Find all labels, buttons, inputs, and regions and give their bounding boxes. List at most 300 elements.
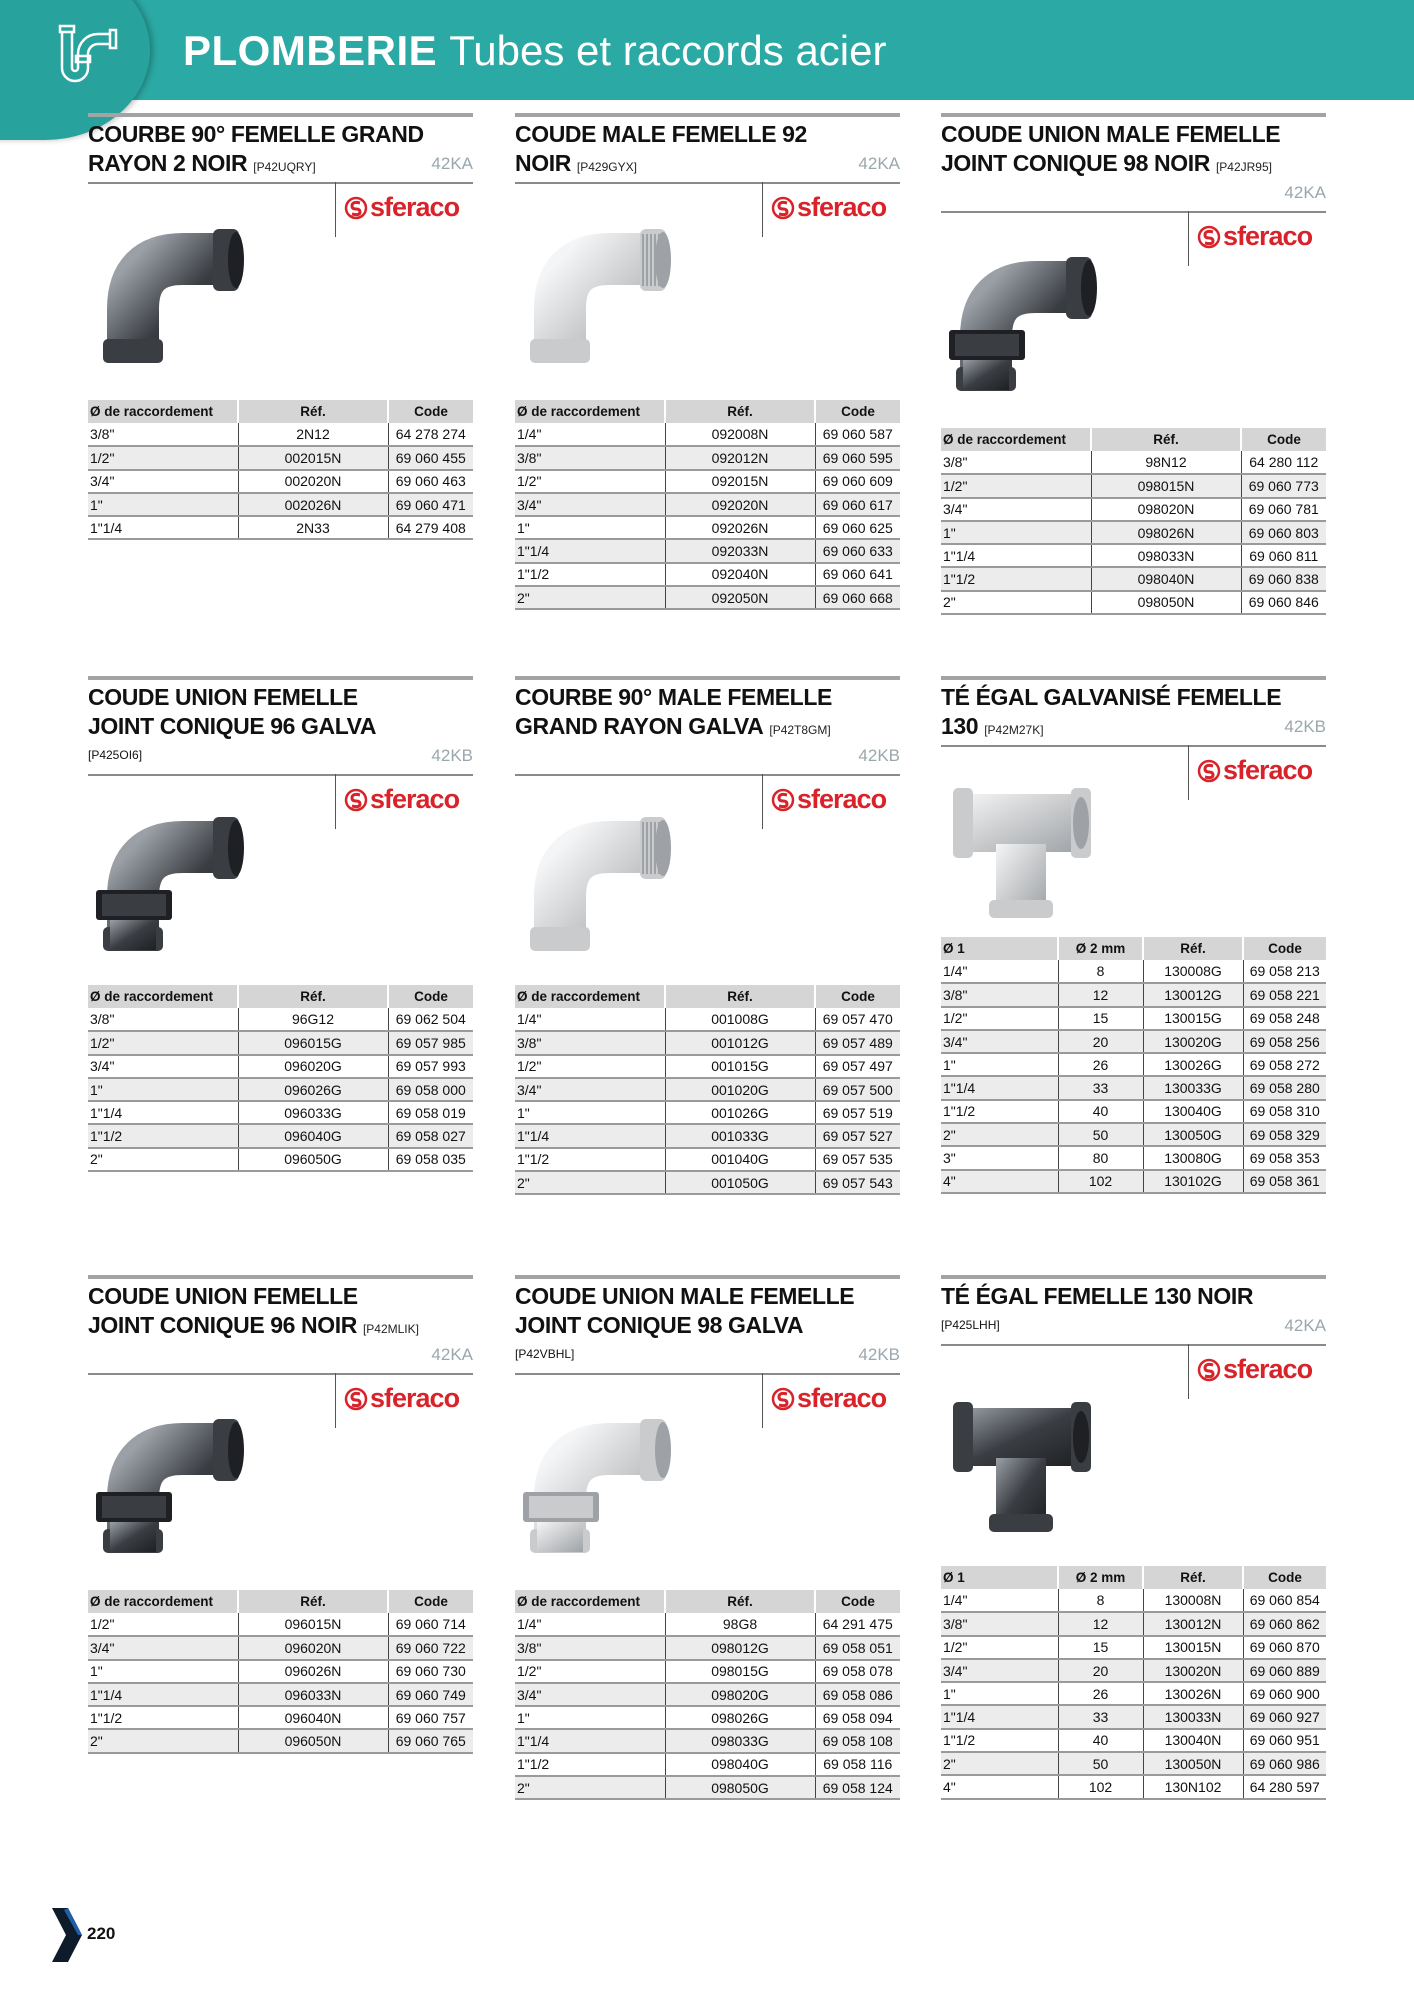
table-row [88, 1613, 473, 1636]
product-ref: [P42M27K] [984, 723, 1044, 737]
table-cell: 69 060 927 [1243, 1705, 1326, 1728]
table-cell: 130033N [1143, 1705, 1243, 1728]
table-cell: 69 060 811 [1241, 544, 1326, 567]
product-title-line [515, 1282, 854, 1311]
table-cell: 002015N [238, 446, 388, 469]
header-rule [515, 774, 900, 776]
column-header: Ø 1 [941, 937, 1058, 960]
table-cell: 69 060 463 [388, 470, 473, 493]
product-image [515, 214, 695, 374]
table-cell: 1/2" [941, 1636, 1058, 1659]
product-card [941, 1275, 1326, 1835]
table-cell: 15 [1058, 1007, 1143, 1030]
table-row [941, 1612, 1326, 1635]
table-cell: 64 280 597 [1243, 1775, 1326, 1798]
table-cell: 1"1/2 [515, 1753, 665, 1776]
sferaco-logo-icon [1197, 759, 1221, 783]
table-cell: 130N102 [1143, 1775, 1243, 1798]
table-cell: 1/4" [515, 423, 665, 446]
table-cell: 69 060 641 [815, 563, 900, 586]
table-row [515, 586, 900, 609]
table-cell: 69 057 470 [815, 1008, 900, 1031]
table-cell: 098015G [665, 1660, 815, 1683]
table-cell: 1"1/4 [88, 1101, 238, 1124]
product-image [88, 1404, 268, 1564]
table-cell: 3/8" [515, 446, 665, 469]
table-cell: 3/8" [515, 1636, 665, 1659]
table-cell: 2" [88, 1148, 238, 1171]
table-cell: 1/4" [515, 1613, 665, 1636]
table-row [941, 983, 1326, 1006]
column-header: Réf. [1143, 1566, 1243, 1589]
product-ref: [P42UQRY] [253, 160, 316, 174]
product-title: JOINT CONIQUE 96 NOIR [88, 1312, 357, 1338]
logo-divider [335, 1373, 336, 1428]
table-cell: 130020G [1143, 1030, 1243, 1053]
product-title: TÉ ÉGAL FEMELLE 130 NOIR [941, 1283, 1254, 1309]
table-cell: 096015G [238, 1031, 388, 1054]
product-title: RAYON 2 NOIR [88, 150, 248, 176]
table-cell: 26 [1058, 1682, 1143, 1705]
header-rule [88, 1373, 473, 1375]
product-title-line [515, 1311, 803, 1340]
table-row [88, 1055, 473, 1078]
card-top-bar [515, 676, 900, 680]
table-cell: 098050G [665, 1776, 815, 1799]
column-header: Code [388, 985, 473, 1008]
table-row [515, 1124, 900, 1147]
table-cell: 69 058 329 [1243, 1123, 1326, 1146]
table-cell: 096033G [238, 1101, 388, 1124]
section-name: PLOMBERIE [183, 27, 438, 74]
table-cell: 69 058 078 [815, 1660, 900, 1683]
product-title-line [941, 149, 1272, 178]
table-cell: 69 060 900 [1243, 1682, 1326, 1705]
brand-logo [771, 192, 886, 223]
logo-divider [1188, 745, 1189, 800]
table-row [515, 1078, 900, 1101]
table-cell: 3/4" [941, 498, 1091, 521]
table-cell: 130008N [1143, 1589, 1243, 1612]
table-cell: 69 058 108 [815, 1729, 900, 1752]
table-row [88, 423, 473, 446]
column-header: Code [1243, 1566, 1326, 1589]
table-cell: 001050G [665, 1171, 815, 1194]
table-cell: 69 058 051 [815, 1636, 900, 1659]
table-cell: 69 060 838 [1241, 567, 1326, 590]
table-cell: 69 058 361 [1243, 1170, 1326, 1193]
table-cell: 69 060 854 [1243, 1589, 1326, 1612]
card-top-bar [88, 676, 473, 680]
brand-logo [771, 784, 886, 815]
table-cell: 1" [515, 1101, 665, 1124]
brand-name: sferaco [1223, 755, 1313, 785]
header-rule [88, 774, 473, 776]
table-row [88, 516, 473, 539]
table-row [515, 1613, 900, 1636]
table-cell: 20 [1058, 1030, 1143, 1053]
sferaco-logo-icon [344, 196, 368, 220]
brand-name: sferaco [370, 192, 460, 222]
table-header-row [515, 1590, 900, 1613]
table-row [88, 1729, 473, 1752]
product-image [941, 764, 1121, 924]
table-cell: 1" [941, 521, 1091, 544]
table-row [941, 1123, 1326, 1146]
table-row [515, 1660, 900, 1683]
column-header: Code [815, 400, 900, 423]
product-card [515, 113, 900, 673]
table-row [941, 1053, 1326, 1076]
table-row [941, 1659, 1326, 1682]
table-cell: 096026N [238, 1660, 388, 1683]
sferaco-logo-icon [771, 788, 795, 812]
brand-logo [1197, 1354, 1312, 1385]
product-title-line [941, 1282, 1253, 1311]
table-row [515, 1171, 900, 1194]
product-title: COURBE 90° FEMELLE GRAND [88, 121, 424, 147]
table-cell: 69 058 221 [1243, 983, 1326, 1006]
table-cell: 69 057 497 [815, 1055, 900, 1078]
table-cell: 3/4" [941, 1659, 1058, 1682]
product-title-line [515, 149, 637, 178]
table-cell: 69 060 757 [388, 1706, 473, 1729]
table-cell: 1"1/4 [941, 1705, 1058, 1728]
product-table [941, 1566, 1326, 1800]
table-cell: 3/4" [515, 1078, 665, 1101]
product-image [941, 1378, 1121, 1538]
column-header: Réf. [238, 400, 388, 423]
table-cell: 092015N [665, 470, 815, 493]
table-cell: 1/2" [941, 474, 1091, 497]
card-top-bar [88, 113, 473, 117]
product-title-line [515, 683, 832, 712]
table-cell: 098033N [1091, 544, 1241, 567]
column-header: Code [815, 985, 900, 1008]
table-row [941, 1100, 1326, 1123]
table-cell: 69 060 714 [388, 1613, 473, 1636]
sferaco-logo-icon [771, 1387, 795, 1411]
table-row [941, 1007, 1326, 1030]
table-cell: 098020G [665, 1683, 815, 1706]
table-cell: 3/4" [515, 1683, 665, 1706]
class-code: 42KB [1284, 717, 1326, 736]
class-code: 42KA [431, 1345, 473, 1364]
table-cell: 20 [1058, 1659, 1143, 1682]
table-row [515, 493, 900, 516]
table-cell: 69 058 086 [815, 1683, 900, 1706]
product-table [88, 400, 473, 540]
table-cell: 69 060 889 [1243, 1659, 1326, 1682]
table-cell: 69 060 870 [1243, 1636, 1326, 1659]
table-cell: 69 058 000 [388, 1078, 473, 1101]
product-image [941, 242, 1121, 402]
table-cell: 12 [1058, 1612, 1143, 1635]
table-cell: 69 057 535 [815, 1148, 900, 1171]
table-cell: 1"1/4 [88, 1683, 238, 1706]
table-cell: 130102G [1143, 1170, 1243, 1193]
table-row [941, 591, 1326, 614]
product-title: COUDE UNION FEMELLE [88, 1283, 358, 1309]
product-card [941, 113, 1326, 673]
table-cell: 130040N [1143, 1729, 1243, 1752]
table-cell: 092008N [665, 423, 815, 446]
table-cell: 1"1/4 [88, 516, 238, 539]
product-image [515, 1404, 695, 1564]
table-row [941, 1146, 1326, 1169]
table-cell: 2" [941, 1752, 1058, 1775]
column-header: Ø de raccordement [515, 985, 665, 1008]
product-table [941, 937, 1326, 1194]
table-cell: 3/8" [941, 1612, 1058, 1635]
table-cell: 1/2" [515, 470, 665, 493]
table-cell: 1"1/2 [941, 1729, 1058, 1752]
product-image [88, 802, 268, 962]
header-rule [515, 182, 900, 184]
product-ref: [P42MLIK] [362, 1322, 419, 1336]
table-cell: 102 [1058, 1170, 1143, 1193]
table-row [88, 446, 473, 469]
table-row [515, 1729, 900, 1752]
table-cell: 002026N [238, 493, 388, 516]
product-title-line [941, 712, 1044, 741]
product-card [88, 676, 473, 1236]
table-cell: 130012N [1143, 1612, 1243, 1635]
class-code: 42KA [1284, 1316, 1326, 1335]
brand-name: sferaco [1223, 1354, 1313, 1384]
card-top-bar [941, 1275, 1326, 1279]
table-cell: 1" [515, 1706, 665, 1729]
table-cell: 69 057 543 [815, 1171, 900, 1194]
header-rule [941, 1344, 1326, 1346]
product-title-line [515, 120, 807, 149]
column-header: Code [1243, 937, 1326, 960]
table-cell: 69 057 527 [815, 1124, 900, 1147]
table-cell: 102 [1058, 1775, 1143, 1798]
table-cell: 69 060 986 [1243, 1752, 1326, 1775]
table-cell: 3/8" [941, 983, 1058, 1006]
brand-logo [771, 1383, 886, 1414]
table-cell: 130040G [1143, 1100, 1243, 1123]
table-cell: 3/4" [515, 493, 665, 516]
column-header: Réf. [665, 1590, 815, 1613]
table-cell: 1"1/2 [88, 1124, 238, 1147]
product-table [515, 985, 900, 1195]
table-cell: 4" [941, 1775, 1058, 1798]
column-header: Ø de raccordement [941, 428, 1091, 451]
brand-name: sferaco [797, 1383, 887, 1413]
table-header-row [88, 985, 473, 1008]
table-cell: 69 058 280 [1243, 1076, 1326, 1099]
table-cell: 3/4" [941, 1030, 1058, 1053]
card-top-bar [515, 113, 900, 117]
table-cell: 1/2" [88, 1613, 238, 1636]
table-cell: 33 [1058, 1076, 1143, 1099]
table-row [88, 1124, 473, 1147]
table-row [515, 1055, 900, 1078]
table-cell: 1"1/4 [941, 544, 1091, 567]
table-cell: 1"1/2 [515, 1148, 665, 1171]
class-code: 42KA [1284, 183, 1326, 202]
brand-name: sferaco [797, 192, 887, 222]
table-cell: 098015N [1091, 474, 1241, 497]
table-cell: 001020G [665, 1078, 815, 1101]
table-cell: 3/4" [88, 470, 238, 493]
table-cell: 2N33 [238, 516, 388, 539]
table-cell: 096026G [238, 1078, 388, 1101]
table-cell: 80 [1058, 1146, 1143, 1169]
header-rule [515, 1373, 900, 1375]
table-cell: 64 279 408 [388, 516, 473, 539]
table-cell: 1/2" [941, 1007, 1058, 1030]
table-cell: 69 060 862 [1243, 1612, 1326, 1635]
table-cell: 1"1/4 [941, 1076, 1058, 1099]
class-code: 42KB [858, 746, 900, 765]
page-number: 220 [87, 1924, 116, 1943]
table-row [88, 1008, 473, 1031]
table-row [941, 960, 1326, 983]
table-cell: 40 [1058, 1100, 1143, 1123]
table-cell: 69 058 256 [1243, 1030, 1326, 1053]
table-row [515, 446, 900, 469]
column-header: Ø de raccordement [515, 1590, 665, 1613]
product-card [941, 676, 1326, 1236]
table-row [941, 451, 1326, 474]
table-cell: 69 058 310 [1243, 1100, 1326, 1123]
table-row [515, 1148, 900, 1171]
table-row [941, 1589, 1326, 1612]
brand-name: sferaco [797, 784, 887, 814]
table-cell: 096033N [238, 1683, 388, 1706]
table-cell: 69 060 722 [388, 1636, 473, 1659]
table-row [515, 423, 900, 446]
table-cell: 1/4" [515, 1008, 665, 1031]
table-cell: 69 060 749 [388, 1683, 473, 1706]
section-subtitle: Tubes et raccords acier [449, 27, 887, 74]
product-title-line [88, 712, 376, 741]
logo-divider [1188, 1344, 1189, 1399]
table-cell: 2" [941, 591, 1091, 614]
product-title: COUDE UNION FEMELLE [88, 684, 358, 710]
table-cell: 1" [515, 516, 665, 539]
table-header-row [88, 400, 473, 423]
table-row [941, 1682, 1326, 1705]
table-cell: 130026N [1143, 1682, 1243, 1705]
brand-logo [344, 1383, 459, 1414]
table-cell: 2" [515, 586, 665, 609]
table-cell: 3/8" [941, 451, 1091, 474]
column-header: Ø 2 mm [1058, 1566, 1143, 1589]
product-title: TÉ ÉGAL GALVANISÉ FEMELLE [941, 684, 1282, 710]
brand-name: sferaco [1223, 221, 1313, 251]
table-cell: 15 [1058, 1636, 1143, 1659]
product-title: COUDE UNION MALE FEMELLE [515, 1283, 855, 1309]
column-header: Ø de raccordement [88, 400, 238, 423]
product-title: NOIR [515, 150, 571, 176]
table-row [88, 1031, 473, 1054]
table-cell: 69 058 094 [815, 1706, 900, 1729]
header-rule [941, 745, 1326, 747]
table-cell: 096020G [238, 1055, 388, 1078]
table-header-row [941, 428, 1326, 451]
product-card [515, 676, 900, 1236]
table-cell: 096015N [238, 1613, 388, 1636]
table-cell: 69 060 455 [388, 446, 473, 469]
table-header-row [941, 937, 1326, 960]
table-cell: 098026N [1091, 521, 1241, 544]
table-row [88, 493, 473, 516]
product-ref: [P425LHH] [941, 1318, 1000, 1332]
table-row [88, 1148, 473, 1171]
table-cell: 69 060 781 [1241, 498, 1326, 521]
table-cell: 69 060 951 [1243, 1729, 1326, 1752]
table-cell: 69 060 803 [1241, 521, 1326, 544]
table-cell: 69 060 609 [815, 470, 900, 493]
table-cell: 001015G [665, 1055, 815, 1078]
table-cell: 69 058 124 [815, 1776, 900, 1799]
table-row [515, 1753, 900, 1776]
table-cell: 96G12 [238, 1008, 388, 1031]
table-cell: 8 [1058, 1589, 1143, 1612]
table-cell: 1/2" [515, 1660, 665, 1683]
product-title-line [88, 683, 358, 712]
table-cell: 001026G [665, 1101, 815, 1124]
table-cell: 69 058 272 [1243, 1053, 1326, 1076]
table-cell: 130015N [1143, 1636, 1243, 1659]
table-row [88, 1660, 473, 1683]
product-title: GRAND RAYON GALVA [515, 713, 764, 739]
sferaco-logo-icon [1197, 1358, 1221, 1382]
product-ref: [P42T8GM] [769, 723, 831, 737]
table-cell: 3/8" [88, 423, 238, 446]
class-code: 42KA [431, 154, 473, 173]
plumbing-pipe-icon [58, 24, 120, 86]
table-cell: 69 060 633 [815, 539, 900, 562]
table-cell: 1" [88, 1078, 238, 1101]
table-cell: 69 058 116 [815, 1753, 900, 1776]
product-title: JOINT CONIQUE 98 NOIR [941, 150, 1210, 176]
table-cell: 130020N [1143, 1659, 1243, 1682]
sferaco-logo-icon [771, 196, 795, 220]
column-header: Ø 2 mm [1058, 937, 1143, 960]
table-row [88, 1706, 473, 1729]
column-header: Ø de raccordement [88, 985, 238, 1008]
table-cell: 8 [1058, 960, 1143, 983]
table-row [515, 563, 900, 586]
table-cell: 3/8" [515, 1031, 665, 1054]
table-row [515, 1031, 900, 1054]
table-cell: 69 058 027 [388, 1124, 473, 1147]
table-cell: 2" [941, 1123, 1058, 1146]
table-row [515, 516, 900, 539]
product-card [88, 113, 473, 673]
logo-divider [762, 774, 763, 829]
table-cell: 69 060 625 [815, 516, 900, 539]
class-code: 42KB [858, 1345, 900, 1364]
table-cell: 40 [1058, 1729, 1143, 1752]
table-cell: 69 060 595 [815, 446, 900, 469]
table-cell: 64 291 475 [815, 1613, 900, 1636]
table-cell: 69 057 519 [815, 1101, 900, 1124]
product-title: COUDE UNION MALE FEMELLE [941, 121, 1281, 147]
column-header: Réf. [665, 985, 815, 1008]
product-title: COUDE MALE FEMELLE 92 [515, 121, 807, 147]
table-row [88, 1683, 473, 1706]
table-row [88, 470, 473, 493]
table-cell: 1"1/2 [941, 1100, 1058, 1123]
column-header: Code [388, 1590, 473, 1613]
table-cell: 1"1/2 [515, 563, 665, 586]
